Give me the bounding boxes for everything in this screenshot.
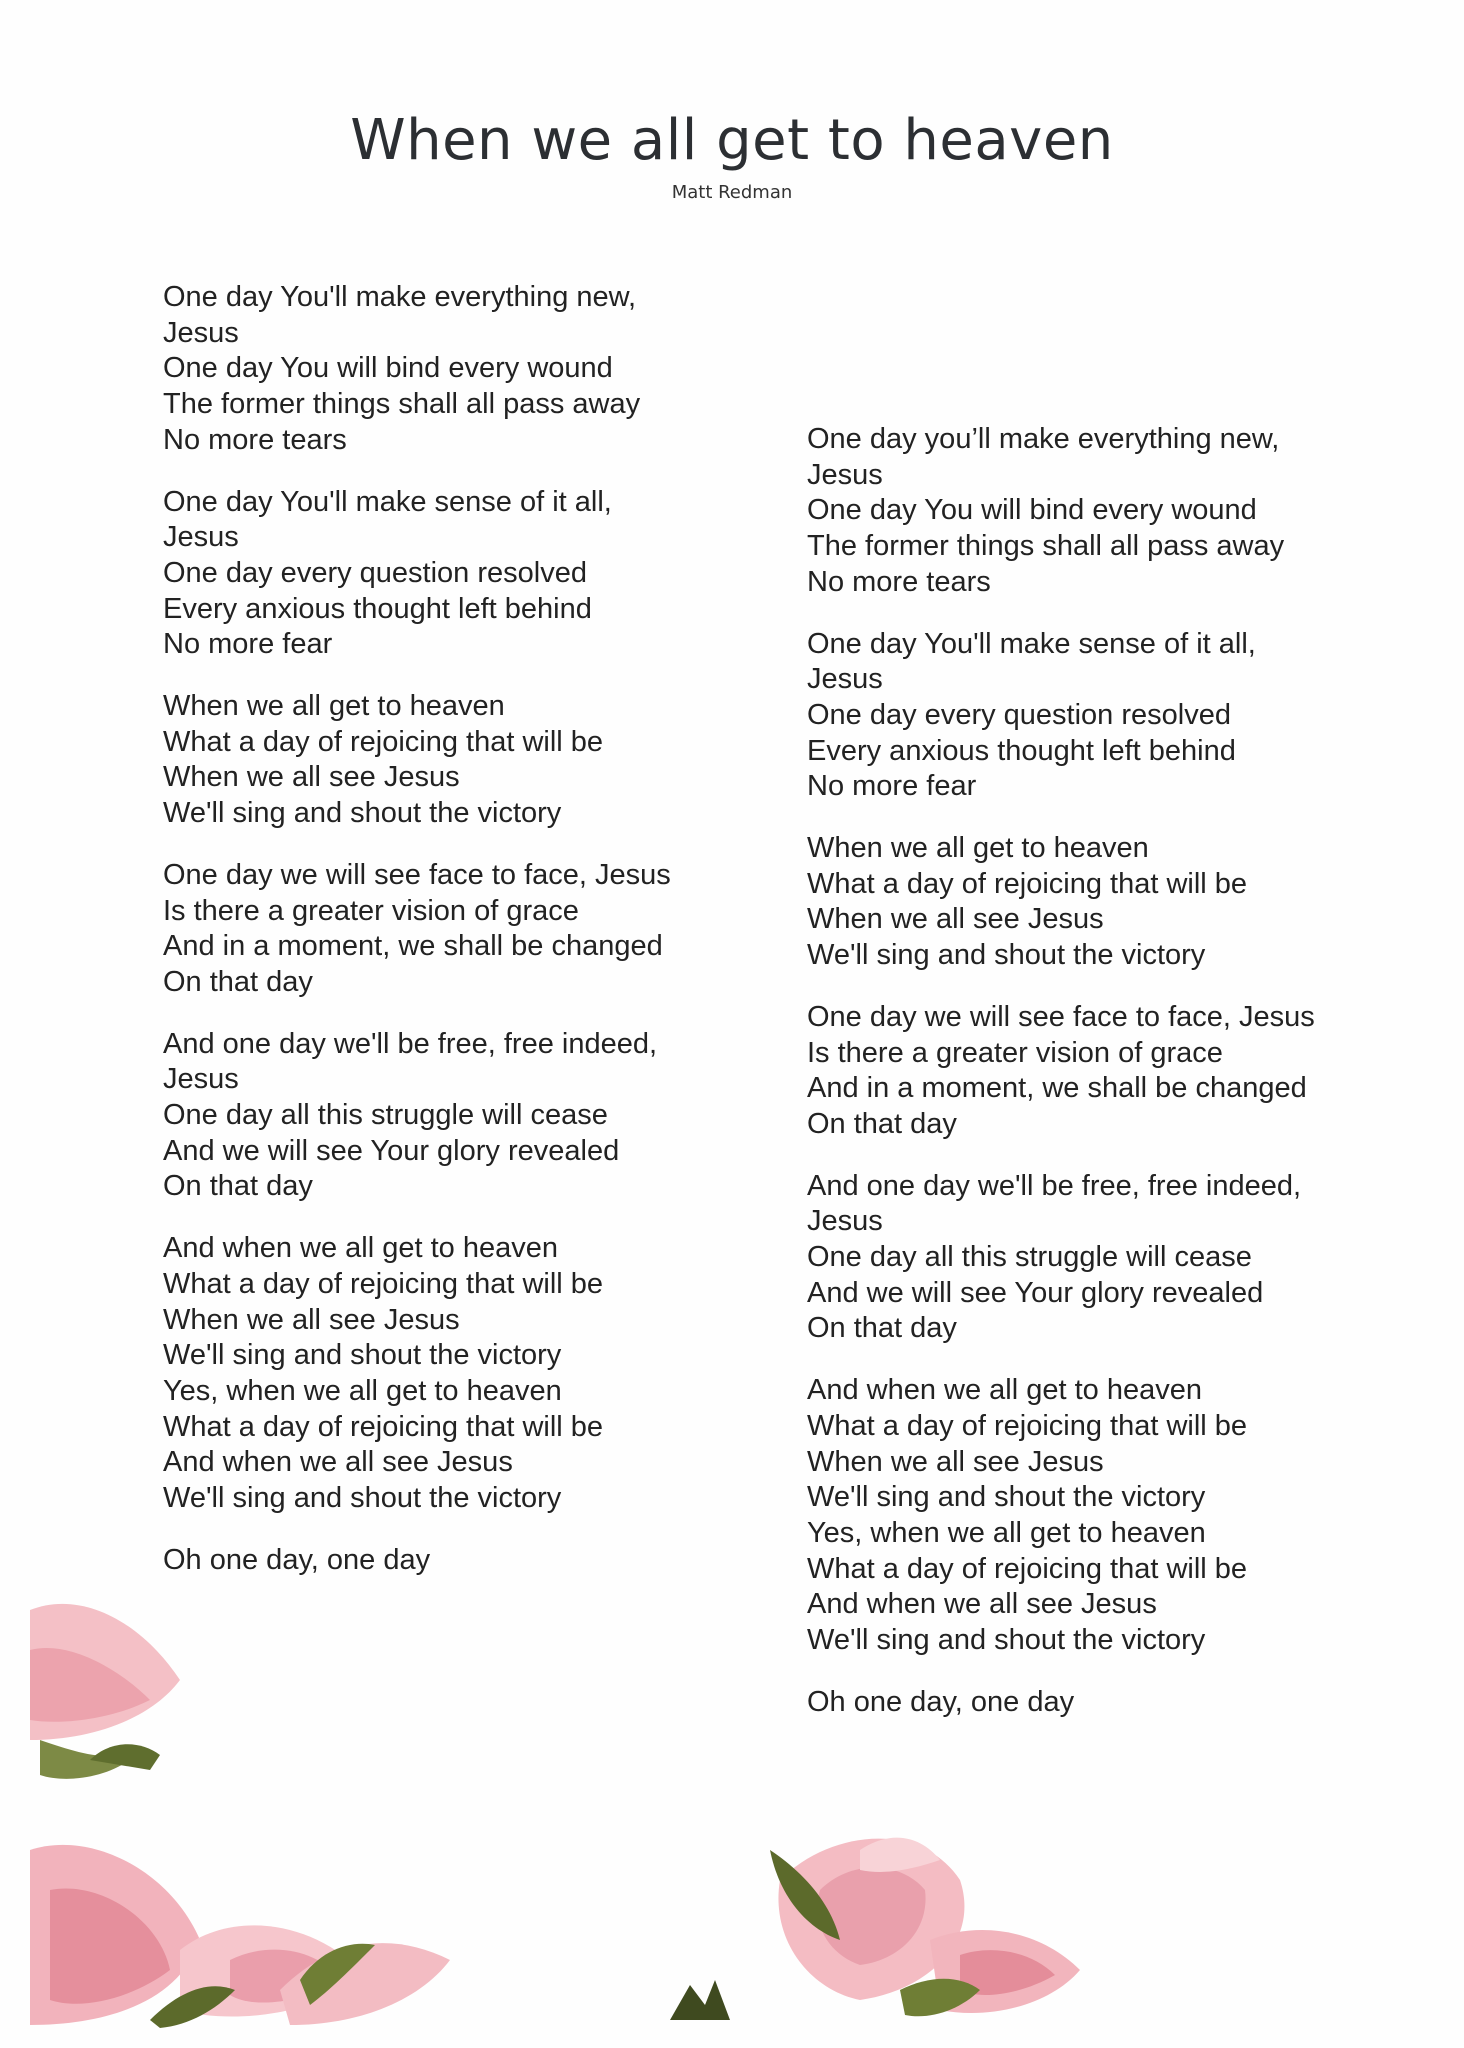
lyric-line: Jesus — [807, 663, 883, 696]
lyric-line: We'll sing and shout the victory — [807, 1624, 1206, 1657]
lyric-line: The former things shall all pass away — [807, 530, 1285, 563]
lyric-line: And when we all get to heaven — [807, 1374, 1202, 1407]
lyric-line: When we all get to heaven — [163, 690, 505, 723]
lyric-line: And we will see Your glory revealed — [807, 1276, 1264, 1309]
lyric-line: When we all see Jesus — [163, 1303, 460, 1336]
lyric-line: What a day of rejoicing that will be — [163, 725, 604, 758]
lyric-line: One day you’ll make everything new, — [807, 423, 1280, 455]
lyric-line: One day all this struggle will cease — [807, 1241, 1252, 1274]
lyric-line: What a day of rejoicing that will be — [163, 1267, 604, 1300]
lyric-line: Every anxious thought left behind — [807, 734, 1236, 767]
lyric-line: And when we all get to heaven — [163, 1232, 558, 1265]
rose-decoration-right — [660, 1790, 1130, 2030]
lyric-line: When we all see Jesus — [807, 1445, 1104, 1478]
lyric-line: On that day — [807, 1312, 957, 1345]
lyric-line: We'll sing and shout the victory — [163, 1339, 562, 1372]
lyric-line: No more tears — [163, 423, 347, 456]
lyric-line: And we will see Your glory revealed — [163, 1134, 620, 1167]
lyric-line: And in a moment, we shall be changed — [163, 930, 663, 963]
lyric-line: When we all see Jesus — [807, 903, 1104, 936]
lyric-line: The former things shall all pass away — [163, 388, 641, 421]
lyric-line: One day all this struggle will cease — [163, 1099, 608, 1132]
lyric-line: On that day — [163, 1170, 313, 1203]
stanza — [163, 858, 763, 1001]
lyric-line: We'll sing and shout the victory — [807, 939, 1206, 972]
lyric-line: And when we all see Jesus — [807, 1588, 1157, 1621]
lyric-line: No more fear — [163, 628, 333, 661]
lyric-line: What a day of rejoicing that will be — [807, 1552, 1248, 1585]
song-author: Matt Redman — [671, 182, 793, 203]
rose-decoration-left-lower — [30, 1830, 470, 2030]
lyric-line: We'll sing and shout the victory — [163, 797, 562, 830]
stanza — [807, 627, 1407, 806]
lyric-line: When we all get to heaven — [807, 832, 1149, 865]
stanza — [163, 1027, 763, 1206]
lyric-line: We'll sing and shout the victory — [807, 1481, 1206, 1514]
lyric-line: One day You'll make sense of it all, — [807, 627, 1256, 660]
lyric-line: What a day of rejoicing that will be — [163, 1410, 604, 1443]
lyric-line: One day You'll make sense of it all, — [163, 485, 612, 518]
lyric-line: We'll sing and shout the victory — [163, 1482, 562, 1515]
song-title: When we all get to heaven — [350, 108, 1114, 173]
stanza — [163, 485, 763, 664]
stanza — [163, 1543, 763, 1579]
lyric-line: Jesus — [163, 521, 239, 554]
lyric-line: And one day we'll be free, free indeed, — [807, 1169, 1302, 1202]
lyrics-column-right — [807, 422, 1407, 1747]
lyric-line: One day we will see face to face, Jesus — [807, 1000, 1315, 1033]
stanza — [807, 1169, 1407, 1348]
lyric-line: On that day — [807, 1107, 957, 1140]
lyric-line: And when we all see Jesus — [163, 1446, 513, 1479]
lyric-line: Yes, when we all get to heaven — [807, 1516, 1206, 1549]
lyric-line: Oh one day, one day — [807, 1685, 1075, 1718]
stanza — [807, 422, 1407, 601]
lyric-line: No more tears — [807, 565, 991, 598]
lyric-line: Is there a greater vision of grace — [163, 894, 579, 927]
lyric-line: One day You will bind every wound — [163, 352, 613, 385]
stanza — [807, 1373, 1407, 1659]
lyric-line: Every anxious thought left behind — [163, 592, 592, 625]
lyric-line: And one day we'll be free, free indeed, — [163, 1027, 658, 1060]
stanza — [163, 280, 763, 459]
stanza — [807, 1000, 1407, 1143]
lyric-line: Jesus — [163, 316, 239, 349]
lyric-line: One day every question resolved — [807, 698, 1231, 731]
lyric-line: Jesus — [807, 458, 883, 491]
lyric-line: What a day of rejoicing that will be — [807, 867, 1248, 900]
stanza — [163, 689, 763, 832]
lyric-line: One day every question resolved — [163, 556, 587, 589]
lyrics-column-left — [163, 280, 763, 1605]
lyric-line: Jesus — [807, 1205, 883, 1238]
lyric-line: No more fear — [807, 770, 977, 803]
lyric-line: Yes, when we all get to heaven — [163, 1374, 562, 1407]
lyric-line: One day we will see face to face, Jesus — [163, 858, 671, 891]
stanza — [807, 831, 1407, 974]
lyric-line: One day You will bind every wound — [807, 494, 1257, 527]
lyric-line: One day You'll make everything new, — [163, 281, 637, 313]
stanza — [807, 1685, 1407, 1721]
lyric-line: Jesus — [163, 1063, 239, 1096]
lyric-line: Oh one day, one day — [163, 1543, 431, 1576]
lyric-line: When we all see Jesus — [163, 761, 460, 794]
lyric-line: What a day of rejoicing that will be — [807, 1409, 1248, 1442]
lyric-line: On that day — [163, 965, 313, 998]
lyric-line: Is there a greater vision of grace — [807, 1036, 1223, 1069]
rose-decoration-left-upper — [30, 1590, 200, 1790]
stanza — [163, 1231, 763, 1517]
lyric-line: And in a moment, we shall be changed — [807, 1072, 1307, 1105]
